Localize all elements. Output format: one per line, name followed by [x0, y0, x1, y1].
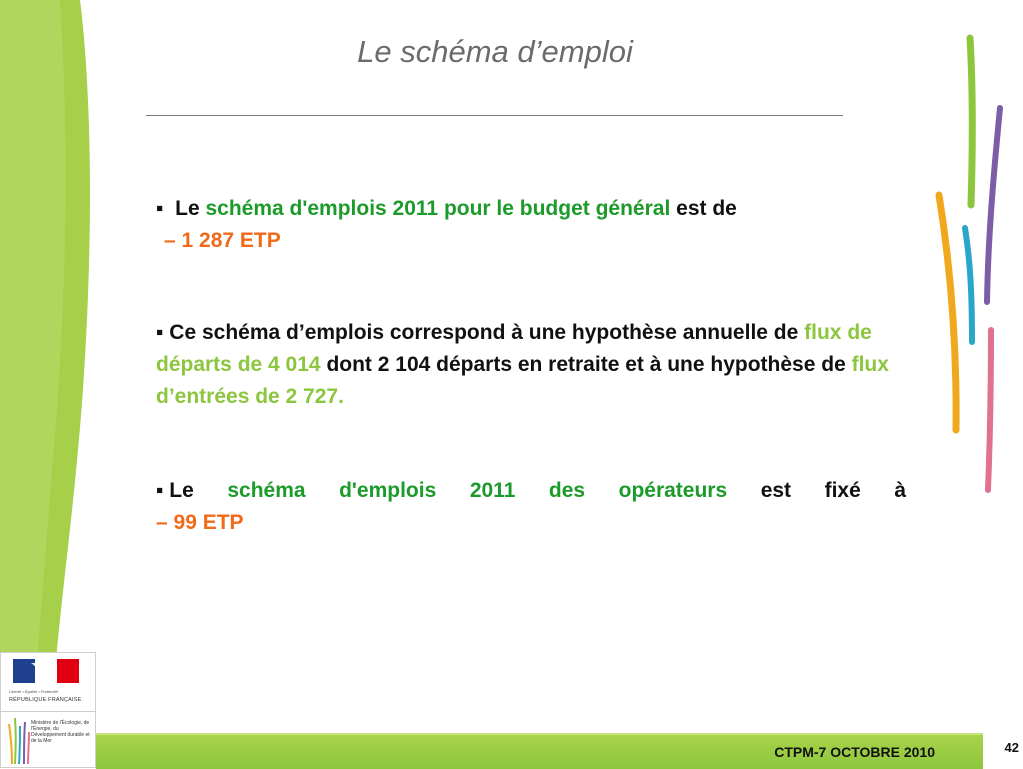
bullet-highlight: des — [548, 479, 586, 502]
bullet-operateurs — [156, 475, 906, 539]
bullet-highlight: flux d’entrées de 2 727. — [156, 353, 889, 408]
marianne-logo — [0, 652, 96, 712]
footer-text: CTPM-7 OCTOBRE 2010 — [774, 744, 935, 760]
page-number: 42 — [1004, 740, 1019, 755]
bullet-hypothese — [156, 317, 916, 413]
ministry-logo — [0, 712, 96, 768]
ministry-strokes-icon — [3, 712, 33, 767]
title-divider — [146, 115, 843, 116]
marianne-flag-icon — [1, 653, 95, 687]
bullet-highlight: 2011 — [469, 479, 516, 502]
bullet-marker: ▪ — [156, 197, 164, 220]
bullet-highlight: schéma d'emplois 2011 pour le budget général — [205, 197, 671, 220]
republic-text: RÉPUBLIQUE FRANÇAISE — [9, 697, 82, 703]
bullet-text: est — [760, 479, 792, 502]
motto-text: Liberté • Égalité • Fraternité — [9, 689, 58, 694]
bullet-text: à — [894, 479, 906, 502]
slide-title: Le schéma d’emploi — [357, 34, 633, 69]
bullet-text: Ce schéma d’emplois correspond à une hypothèse annuelle de — [169, 321, 799, 344]
decorative-strokes — [925, 30, 1015, 510]
ministry-name: Ministère de l'Écologie, de l'Énergie, du Développement durable et de la Mer — [31, 720, 90, 744]
bullet-text: dont 2 104 départs en retraite et à une hypothèse de — [326, 353, 846, 376]
bullet-first-line — [156, 475, 906, 507]
bullet-text: fixé — [824, 479, 861, 502]
bullet-budget-general — [156, 193, 896, 257]
bullet-text: Le — [169, 479, 194, 502]
bullet-value: – 1 287 ETP — [164, 229, 281, 252]
bullet-text: Le — [175, 197, 200, 220]
bullet-marker: ▪ — [156, 479, 164, 502]
bullet-text: est de — [676, 197, 737, 220]
bullet-highlight: d'emplois — [339, 479, 437, 502]
footer-bar — [96, 733, 983, 769]
bullet-value: – 99 ETP — [156, 511, 244, 534]
bullet-highlight: flux de départs de 4 014 — [156, 321, 872, 376]
bullet-marker: ▪ — [156, 321, 164, 344]
bullet-highlight: schéma — [227, 479, 306, 502]
bullet-highlight: opérateurs — [618, 479, 728, 502]
page-number-box — [986, 731, 1023, 767]
